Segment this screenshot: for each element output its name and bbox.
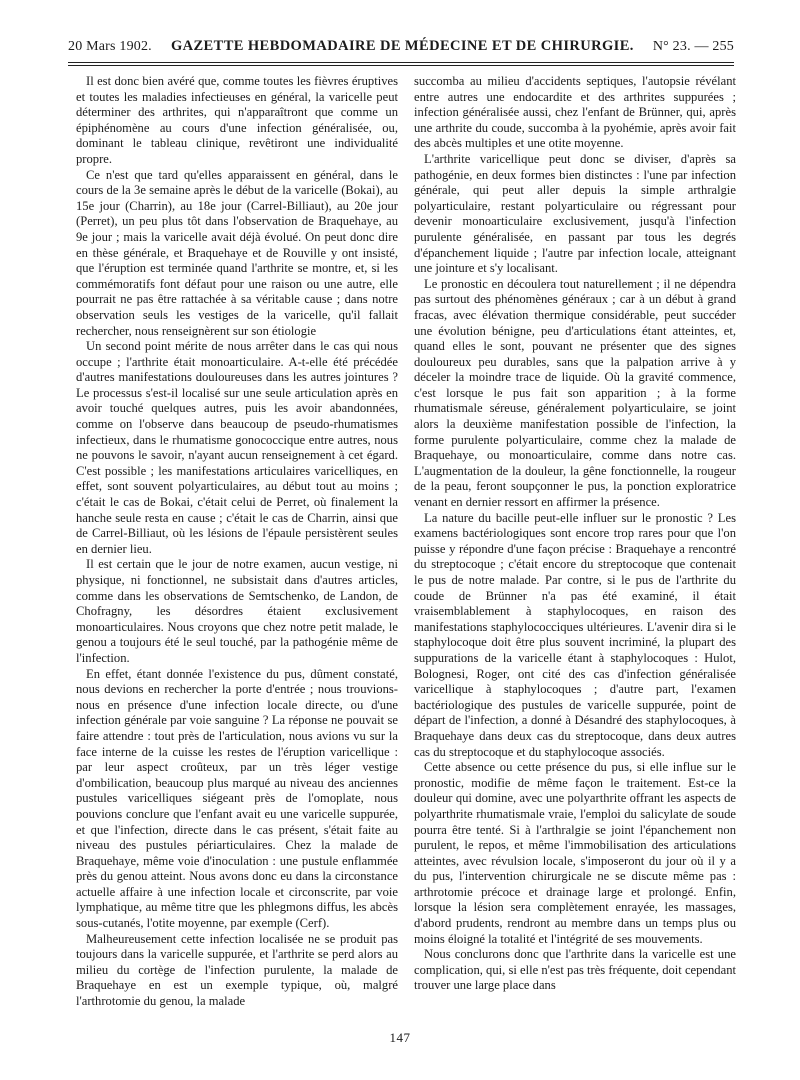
folio-number: 147 (389, 1030, 411, 1045)
issue-date: 20 Mars 1902. (68, 39, 152, 54)
left-column (76, 74, 398, 1026)
paragraph: Nous conclurons donc que l'arthrite dans la varicelle est une complication, qui, si elle n'est pas très fréquente, doit cependant trouver une large place dans (414, 947, 736, 993)
text-columns (76, 74, 736, 1026)
paragraph: Il est certain que le jour de notre examen, aucun vestige, ni physique, ni fonctionnel, ne subsistait dans d'autres articles, comme dans les observations de Semtschenko, de Landon, de Chofragny, les désordres étaient exclusivement monoarticulaires. Nous croyons que chez notre petit malade, le genou a toujours été le seul touché, par la pathogénie même de l'infection. (76, 557, 398, 665)
header-rule (68, 62, 734, 66)
journal-title: GAZETTE HEBDOMADAIRE DE MÉDECINE ET DE CHIRURGIE. (170, 38, 634, 54)
paragraph: Le pronostic en découlera tout naturellement ; il ne dépendra pas surtout des phénomènes généraux ; car à un début à grand fracas, avec élévation thermique considérable, peut succéder une évolution bénigne, peu d'articulations étant atteintes, et, quand elles le sont, pouvant ne présenter que des signes douloureux peu durables, sans que la palpation arrive à y déceler la moindre trace de liquide. Où la gravité commence, c'est lorsque le pus fait son apparition ; à la forme rhumatismale séreuse, généralement polyarticulaire, se joint alors la deuxième manifestation possible de l'infection, la forme purulente polyarticulaire, comme chez la malade de Braquehaye, ou monoarticulaire, comme dans notre cas. L'augmentation de la douleur, la gêne fonctionnelle, la rougeur de la peau, feront soupçonner le pus, la ponction exploratrice venant en dernier ressort en affirmer la présence. (414, 276, 736, 510)
paragraph: La nature du bacille peut-elle influer sur le pronostic ? Les examens bactériologiques sont encore trop rares pour que l'on puisse y répondre d'une façon précise : Braquehaye a rencontré du streptocoque ; c'était encore du streptocoque que contenait le pus de notre malade. Par contre, si le pus de l'arthrite du coude de Brünner n'a pas été examiné, il était vraisemblablement à staphylocoques, en raison des manifestations staphylococciques ultérieures. L'avenir dira si le staphylocoque doit être plus souvent incriminé, la plupart des suppurations de la varicelle étant à staphylocoques : Hulot, Bolognesi, Roger, ont cité des cas d'infection généralisée varicellique à staphylocoques ; d'autre part, l'examen bactériologique des pustules de varicelle suppurée, point de départ de l'infection, a donné à Désandré des staphylocoques, à Braquehaye dans deux cas du streptocoque, dans deux autres cas du streptocoque et du staphylocoque associés. (414, 510, 736, 759)
paragraph: En effet, étant donnée l'existence du pus, dûment constaté, nous devions en rechercher la porte d'entrée ; nous trouvions-nous en présence d'une infection locale directe, ou d'une infection générale par voie sanguine ? La réponse ne pouvait se faire attendre : tout près de l'articulation, nous avions vu sur la face interne de la cuisse les restes de l'éruption varicellique : par leur aspect croûteux, par un très léger vestige d'ombilication, beaucoup plus marqué au niveau des anciennes pustules varicelliques siégeant près de l'omoplate, nous pouvions conclure que l'enfant avait eu une varicelle suppurée, et que l'infection, directe dans le cas présent, s'était faite au niveau des pustules périarticulaires. Chez la malade de Braquehaye, même voie d'inoculation : une pustule enflammée près du genou atteint. Nous avons donc eu dans la circonstance actuelle affaire à une infection locale et circonscrite, par voie lymphatique, au même titre que les phlegmons diffus, les abcès sous-cutanés, l'otite moyenne, par exemple (Cerf). (76, 666, 398, 931)
running-header (68, 38, 734, 60)
paragraph: Ce n'est que tard qu'elles apparaissent en général, dans le cours de la 3e semaine après le début de la varicelle (Bokai), au 15e jour (Charrin), au 18e jour (Carrel-Billiaut), au 20e jour (Perret), un peu plus tôt dans l'observation de Braquehaye, au 9e jour ; mais la varicelle avait déjà évolué. On peut donc dire en thèse générale, et Braquehaye et de Rouville y ont insisté, que l'éruption est terminée quand l'arthrite se montre, et, si les commémoratifs font défaut pour une raison ou une autre, elle pourrait ne pas être rattachée à sa véritable cause ; dans notre observation seuls les vestiges de la varicelle, qu'il fallait rechercher, nous renseignèrent sur son étiologie (76, 167, 398, 338)
paragraph: L'arthrite varicellique peut donc se diviser, d'après sa pathogénie, en deux formes bien distinctes : l'une par infection générale, qui peut aller depuis la simple arthralgie polyarticulaire, restant polyarticulaire ou régressant pour devenir monoarticulaire exclusivement, jusqu'à l'infection purulente généralisée, en passant par tous les degrés d'épanchement liquide ; l'autre par infection locale, atteignant une jointure et s'y localisant. (414, 151, 736, 276)
paragraph: Cette absence ou cette présence du pus, si elle influe sur le pronostic, modifie de même façon le traitement. Est-ce la douleur qui domine, avec une polyarthrite offrant les aspects de polyarthrite rhumatismale vraie, l'emploi du salicylate de soude pourra être tenté. Si à l'arthralgie se joint l'épanchement non purulent, le repos, et même l'immobilisation des articulations atteintes, avec révulsion locale, s'imposeront du jour où il y a du pus, l'intervention chirurgicale ne se discute même pas : arthrotomie précoce et drainage large et prolongé. Enfin, lorsque la lésion sera complètement enrayée, les massages, d'abord prudents, rendront au membre dans un temps plus ou moins éloigné la totalité et l'intégrité de ses mouvements. (414, 760, 736, 946)
paragraph: Il est donc bien avéré que, comme toutes les fièvres éruptives et toutes les maladies infectieuses en général, la varicelle peut déterminer des arthrites, qui n'apparaîtront que comme un épiphénomène au cours d'une infection généralisée, ou, dominant le tableau clinique, revêtiront une individualité propre. (76, 74, 398, 166)
issue-page-number: N° 23. — 255 (652, 39, 734, 54)
paragraph: Un second point mérite de nous arrêter dans le cas qui nous occupe ; l'arthrite était monoarticulaire. A-t-elle été précédée d'autres manifestations douloureuses dans les autres jointures ? Le processus s'est-il localisé sur une seule articulation après en avoir touché quelques autres, puis les avoir abandonnées, comme on l'observe dans beaucoup de pseudo-rhumatismes infectieux, dans le rhumatisme gonococcique entre autres, nous ne pouvons le savoir, n'ayant aucun renseignement à cet égard. C'est possible ; les manifestations articulaires varicelliques, en effet, sont souvent polyarticulaires, au début tout au moins ; c'était le cas de Bokai, c'était celui de Perret, où finalement la hanche seule resta en cause ; c'était le cas de Charrin, ainsi que de Carrel-Billiaut, où les lésions de l'épaule persistèrent seules en dernier lieu. (76, 339, 398, 556)
paragraph: Malheureusement cette infection localisée ne se produit pas toujours dans la varicelle suppurée, et l'arthrite se perd alors au milieu du cortège de l'infection purulente, la malade de Braquehaye en est un exemple typique, où, malgré l'arthrotomie du genou, la malade (76, 931, 398, 1009)
right-column (414, 74, 736, 1026)
paragraph-continued: succomba au milieu d'accidents septiques, l'autopsie révélant entre autres une endocardite et des arthrites suppurées ; infection généralisée aussi, chez l'enfant de Brünner, qui, après une arthrite du coude, succomba à la pyohémie, après avoir fait des abcès multiples et une otite moyenne. (414, 74, 736, 151)
